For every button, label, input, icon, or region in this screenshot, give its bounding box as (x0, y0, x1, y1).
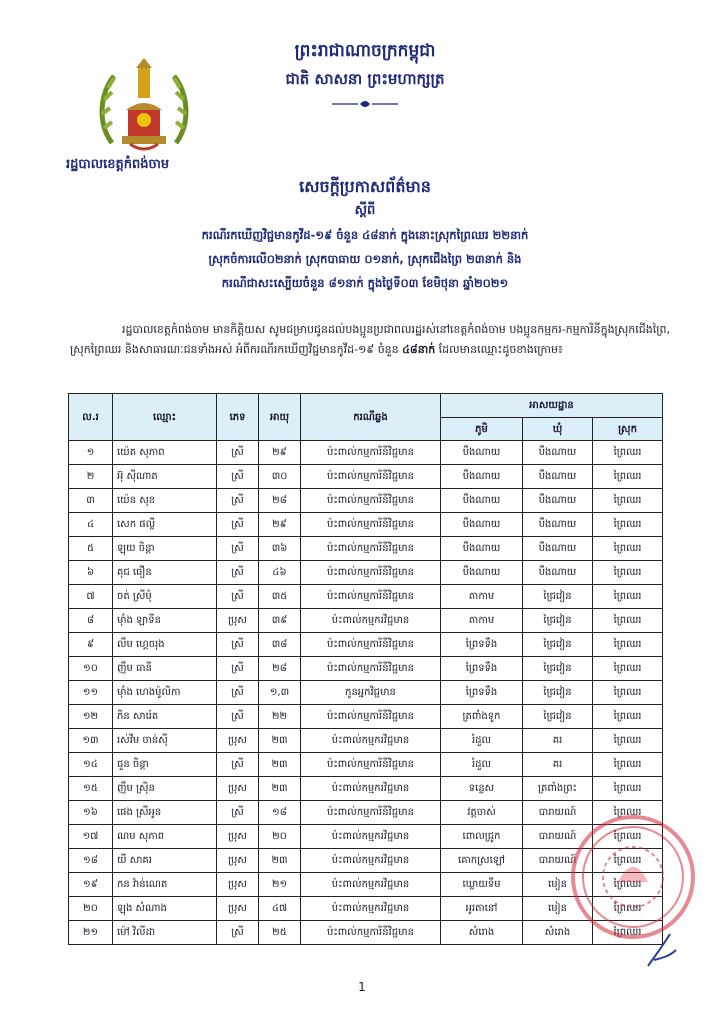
cell-commune: បារាយណ៍ (523, 801, 593, 825)
table-row (69, 561, 663, 585)
cell-case: ប៉ះពាល់កម្មការិនីវិជ្ជមាន (301, 489, 441, 513)
cell-commune: ជ្រៃវៀន (523, 705, 593, 729)
cell-village: បឹងណាយ (441, 441, 523, 465)
cell-district: ព្រៃឈរ (593, 561, 663, 585)
cell-district: ព្រៃឈរ (593, 753, 663, 777)
cell-name: យ៉េន សុខ (113, 489, 217, 513)
cell-age: ២៣ (259, 849, 301, 873)
cell-age: ២០ (259, 825, 301, 849)
cell-age: ៣៨ (259, 633, 301, 657)
cell-village: បឹងណាយ (441, 513, 523, 537)
intro-text-before: រដ្ឋបាលខេត្តកំពង់ចាម មានកិត្តិយស សូមជម្រាបជូនដល់បងប្អូនប្រជាពលរដ្ឋរស់នៅខេត្តកំពង់ចាម បងប្អូនកម្មករ-កម្មការិនីក្នុងស្រុកជើងព្រៃ, ស្រុកព្រៃឈរ និងសាធារណៈជនទាំងអស់ អំពីករណីរកឃើញវិជ្ជមានកូវីដ-១៩ ចំនួន (70, 323, 670, 356)
cell-village: វត្តចាស់ (441, 801, 523, 825)
cell-commune: មៀន (523, 897, 593, 921)
cell-sex: ប្រុស (217, 777, 259, 801)
cell-district: ព្រៃឈរ (593, 513, 663, 537)
cell-commune: បឹងណាយ (523, 489, 593, 513)
cell-name: កន វ៉ាន់ណេត (113, 873, 217, 897)
cell-name: យ៉េត សុភាព (113, 441, 217, 465)
cell-no: ១៥ (69, 777, 113, 801)
cell-commune: ត្រពាំងព្រះ (523, 777, 593, 801)
cell-village: ព្រៃទទឹង (441, 681, 523, 705)
cell-case: ប៉ះពាល់កម្មករវិជ្ជមាន (301, 609, 441, 633)
cell-sex: ស្រី (217, 657, 259, 681)
header-case: ករណីឆ្លង (301, 394, 441, 441)
cell-sex: ប្រុស (217, 825, 259, 849)
cell-name: លឹម ហ្គេចរុង (113, 633, 217, 657)
cell-district: ព្រៃឈរ (593, 729, 663, 753)
table-row (69, 585, 663, 609)
signature-mark-icon (640, 930, 680, 970)
cell-sex: ប្រុស (217, 729, 259, 753)
cell-no: ១២ (69, 705, 113, 729)
table-row (69, 609, 663, 633)
cell-no: ២ (69, 465, 113, 489)
header-no: ល.រ (69, 394, 113, 441)
table-row (69, 753, 663, 777)
kingdom-heading: ព្រះរាជាណាចក្រកម្ពុជា (294, 41, 436, 61)
cell-village: ព្រៃទទឹង (441, 657, 523, 681)
cell-name: ឡុយ ចិន្តា (113, 537, 217, 561)
cell-no: ២០ (69, 897, 113, 921)
cell-case: ប៉ះពាល់កម្មការិនីវិជ្ជមាន (301, 513, 441, 537)
header-commune: ឃុំ (523, 418, 593, 441)
motto-heading: ជាតិ សាសនា ព្រះមហាក្សត្រ (285, 70, 445, 88)
cell-sex: ស្រី (217, 633, 259, 657)
cell-no: ២១ (69, 921, 113, 945)
page-number: 1 (358, 980, 366, 994)
cell-age: ២៣ (259, 777, 301, 801)
cell-sex: ប្រុស (217, 609, 259, 633)
cell-no: ៣ (69, 489, 113, 513)
cell-case: ប៉ះពាល់កម្មការិនីវិជ្ជមាន (301, 441, 441, 465)
intro-paragraph (70, 320, 670, 360)
announcement-line-1: ករណីរកឃើញវិជ្ជមានកូវីដ-១៩ ចំនួន ៤៨នាក់ ក្នុងនោះស្រុកព្រៃឈរ ២២នាក់ (201, 228, 529, 242)
cell-sex: ប្រុស (217, 873, 259, 897)
cell-village: អូរតានៅ (441, 897, 523, 921)
cell-name: យី សាគរ (113, 849, 217, 873)
announcement-line-2: ស្រុកចំការលើ០២នាក់ ស្រុកបាធាយ ០១នាក់, ស្រុកជើងព្រៃ ២៣នាក់ និង (208, 252, 522, 266)
cell-district: ព្រៃឈរ (593, 657, 663, 681)
cell-no: ១១ (69, 681, 113, 705)
cell-district: ព្រៃឈរ (593, 537, 663, 561)
cell-no: ១៤ (69, 753, 113, 777)
cell-commune: ជ្រៃវៀន (523, 657, 593, 681)
cell-no: ៦ (69, 561, 113, 585)
cell-age: ២៥ (259, 921, 301, 945)
cell-age: ១៨ (259, 801, 301, 825)
cell-case: ប៉ះពាល់កម្មការិនីវិជ្ជមាន (301, 921, 441, 945)
cell-no: ១៩ (69, 873, 113, 897)
cell-age: ២៩ (259, 441, 301, 465)
table-row (69, 681, 663, 705)
cell-district: ព្រៃឈរ (593, 489, 663, 513)
cell-no: ៤ (69, 513, 113, 537)
announcement-subtitle: ស្តីពី (354, 203, 376, 218)
table-row (69, 705, 663, 729)
cell-village: បឹងណាយ (441, 561, 523, 585)
intro-text-after: ដែលមានឈ្មោះដូចខាងក្រោម៖ (435, 343, 563, 356)
cell-commune: មៀន (523, 873, 593, 897)
header-name: ឈ្មោះ (113, 394, 217, 441)
table-row (69, 465, 663, 489)
cell-name: រស់វីម ចាន់ស៊ី (113, 729, 217, 753)
cell-age: ១,៣ (259, 681, 301, 705)
official-stamp-icon (568, 812, 698, 942)
header-age: អាយុ (259, 394, 301, 441)
cell-district: ព្រៃឈរ (593, 801, 663, 825)
cell-village: សំរោង (441, 921, 523, 945)
cell-age: ២៨ (259, 657, 301, 681)
table-row (69, 777, 663, 801)
table-row (69, 441, 663, 465)
cell-case: ប៉ះពាល់កម្មករវិជ្ជមាន (301, 897, 441, 921)
cell-district: ព្រៃឈរ (593, 633, 663, 657)
announcement-title: សេចក្តីប្រកាសព័ត៌មាន (299, 177, 431, 196)
cell-case: ប៉ះពាល់កម្មការិនីវិជ្ជមាន (301, 633, 441, 657)
national-emblem-icon (92, 58, 196, 158)
cell-village: រំដួល (441, 729, 523, 753)
header-sex: ភេទ (217, 394, 259, 441)
cell-commune: បឹងណាយ (523, 537, 593, 561)
cell-commune: ជ្រៃវៀន (523, 633, 593, 657)
cell-district: ព្រៃឈរ (593, 441, 663, 465)
cell-case: ប៉ះពាល់កម្មការិនីវិជ្ជមាន (301, 705, 441, 729)
cell-sex: ស្រី (217, 705, 259, 729)
cell-name: ភិន សារ៉េត (113, 705, 217, 729)
cell-sex: ស្រី (217, 585, 259, 609)
cell-case: ប៉ះពាល់កម្មករវិជ្ជមាន (301, 873, 441, 897)
administration-name: រដ្ឋបាលខេត្តកំពង់ចាម (66, 157, 170, 172)
cell-village: តាកាម (441, 609, 523, 633)
cell-district: ព្រៃឈរ (593, 585, 663, 609)
cell-district: ព្រៃឈរ (593, 705, 663, 729)
cell-district: ព្រៃឈរ (593, 825, 663, 849)
cell-name: ជួន ចិន្តា (113, 753, 217, 777)
intro-case-count: ៤៨នាក់ (402, 343, 436, 356)
cell-age: ២២ (259, 705, 301, 729)
table-row (69, 633, 663, 657)
cell-commune: សំរោង (523, 921, 593, 945)
cell-sex: ស្រី (217, 681, 259, 705)
cell-no: ១៣ (69, 729, 113, 753)
cell-sex: ស្រី (217, 753, 259, 777)
cell-case: ប៉ះពាល់កម្មករវិជ្ជមាន (301, 849, 441, 873)
table-row (69, 537, 663, 561)
cell-commune: បឹងណាយ (523, 561, 593, 585)
header-district: ស្រុក (593, 418, 663, 441)
cell-sex: ស្រី (217, 537, 259, 561)
cell-age: ៣៦ (259, 537, 301, 561)
cell-case: ប៉ះពាល់កម្មករវិជ្ជមាន (301, 777, 441, 801)
cell-name: ម៉ាំង ហេងម៉ូលិកា (113, 681, 217, 705)
cell-case: ប៉ះពាល់កម្មការិនីវិជ្ជមាន (301, 537, 441, 561)
cell-sex: ស្រី (217, 513, 259, 537)
cell-name: ម៉ៅ វិលីដា (113, 921, 217, 945)
table-row (69, 657, 663, 681)
cell-sex: ប្រុស (217, 897, 259, 921)
cell-age: ២៨ (259, 489, 301, 513)
cell-sex: ស្រី (217, 561, 259, 585)
cell-name: ចត់ ស្រីមុំ (113, 585, 217, 609)
cell-district: ព្រៃឈរ (593, 681, 663, 705)
cell-age: ២៩ (259, 513, 301, 537)
cell-name: ឡុង សំណាង (113, 897, 217, 921)
cell-no: ៩ (69, 633, 113, 657)
cell-case: កូនអ្នកវិជ្ជមាន (301, 681, 441, 705)
cell-age: ៣០ (259, 465, 301, 489)
cell-case: ប៉ះពាល់កម្មការិនីវិជ្ជមាន (301, 465, 441, 489)
cell-age: ២៣ (259, 753, 301, 777)
cell-no: ១០ (69, 657, 113, 681)
cell-district: ព្រៃឈរ (593, 897, 663, 921)
cell-age: ២១ (259, 873, 301, 897)
header-address: អាសយដ្ឋាន (441, 394, 663, 418)
ornament-divider-icon (330, 98, 400, 110)
cell-name: ញឹម ធានី (113, 657, 217, 681)
cell-commune: បឹងណាយ (523, 513, 593, 537)
cell-no: ៧ (69, 585, 113, 609)
cell-no: ១៧ (69, 825, 113, 849)
cell-sex: ស្រី (217, 921, 259, 945)
cell-commune: បារាយណ៍ (523, 849, 593, 873)
cell-name: គុជ ធឿន (113, 561, 217, 585)
cell-commune: ជ្រៃវៀន (523, 681, 593, 705)
cell-village: ពោលជ្រូក (441, 825, 523, 849)
cell-district: ព្រៃឈរ (593, 777, 663, 801)
cell-name: សេក ផល្លី (113, 513, 217, 537)
cell-no: ១ (69, 441, 113, 465)
cell-commune: ជ្រៃវៀន (523, 585, 593, 609)
cell-village: ព្រៃទទឹង (441, 633, 523, 657)
cell-commune: គរ (523, 753, 593, 777)
cell-village: បឹងណាយ (441, 537, 523, 561)
cell-village: បឹងណាយ (441, 489, 523, 513)
cell-district: ព្រៃឈរ (593, 921, 663, 945)
cell-village: ឃ្លោយទឹម (441, 873, 523, 897)
cell-village: រំដួល (441, 753, 523, 777)
cell-age: ២៣ (259, 729, 301, 753)
cell-sex: ស្រី (217, 801, 259, 825)
cell-commune: ជ្រៃវៀន (523, 609, 593, 633)
cell-village: ត្រពាំងទូក (441, 705, 523, 729)
cell-district: ព្រៃឈរ (593, 465, 663, 489)
cell-village: គោកស្រឡៅ (441, 849, 523, 873)
cell-no: ១៨ (69, 849, 113, 873)
cell-district: ព្រៃឈរ (593, 609, 663, 633)
cell-name: ញឹម ស្រ៊ិន (113, 777, 217, 801)
cell-case: ប៉ះពាល់កម្មករវិជ្ជមាន (301, 825, 441, 849)
header-village: ភូមិ (441, 418, 523, 441)
cell-no: ៨ (69, 609, 113, 633)
cell-case: ប៉ះពាល់កម្មករវិជ្ជមាន (301, 729, 441, 753)
cell-district: ព្រៃឈរ (593, 873, 663, 897)
table-row (69, 489, 663, 513)
cell-commune: គរ (523, 729, 593, 753)
cell-name: អ៊ុ ស៊ីណាត (113, 465, 217, 489)
cell-sex: ប្រុស (217, 849, 259, 873)
cell-case: ប៉ះពាល់កម្មការិនីវិជ្ជមាន (301, 801, 441, 825)
cell-no: ៥ (69, 537, 113, 561)
cell-district: ព្រៃឈរ (593, 849, 663, 873)
cell-case: ប៉ះពាល់កម្មការិនីវិជ្ជមាន (301, 657, 441, 681)
cell-no: ១៦ (69, 801, 113, 825)
cell-commune: បឹងណាយ (523, 465, 593, 489)
cell-name: ណម សុភាព (113, 825, 217, 849)
cell-case: ប៉ះពាល់កម្មការិនីវិជ្ជមាន (301, 561, 441, 585)
cell-age: ៣៥ (259, 585, 301, 609)
cell-age: ៣៩ (259, 609, 301, 633)
cell-name: ផេង ស្រីអូន (113, 801, 217, 825)
cell-sex: ស្រី (217, 489, 259, 513)
cell-commune: បឹងណាយ (523, 441, 593, 465)
cell-sex: ស្រី (217, 465, 259, 489)
cell-village: បឹងណាយ (441, 465, 523, 489)
cell-age: ៤៧ (259, 897, 301, 921)
announcement-line-3: ករណីជាសះស្បើយចំនួន ៨១នាក់ ក្នុងថ្ងៃទី០៣ ខែមិថុនា ឆ្នាំ២០២១ (221, 276, 509, 290)
table-row (69, 513, 663, 537)
cell-commune: បារាយណ៍ (523, 825, 593, 849)
cell-village: ទន្លេស (441, 777, 523, 801)
cell-age: ៤៦ (259, 561, 301, 585)
cell-village: តាកាម (441, 585, 523, 609)
cell-case: ប៉ះពាល់កម្មការិនីវិជ្ជមាន (301, 585, 441, 609)
cell-name: ម៉ាំង ឡាទីន (113, 609, 217, 633)
table-row (69, 729, 663, 753)
cell-sex: ស្រី (217, 441, 259, 465)
cell-case: ប៉ះពាល់កម្មការិនីវិជ្ជមាន (301, 753, 441, 777)
